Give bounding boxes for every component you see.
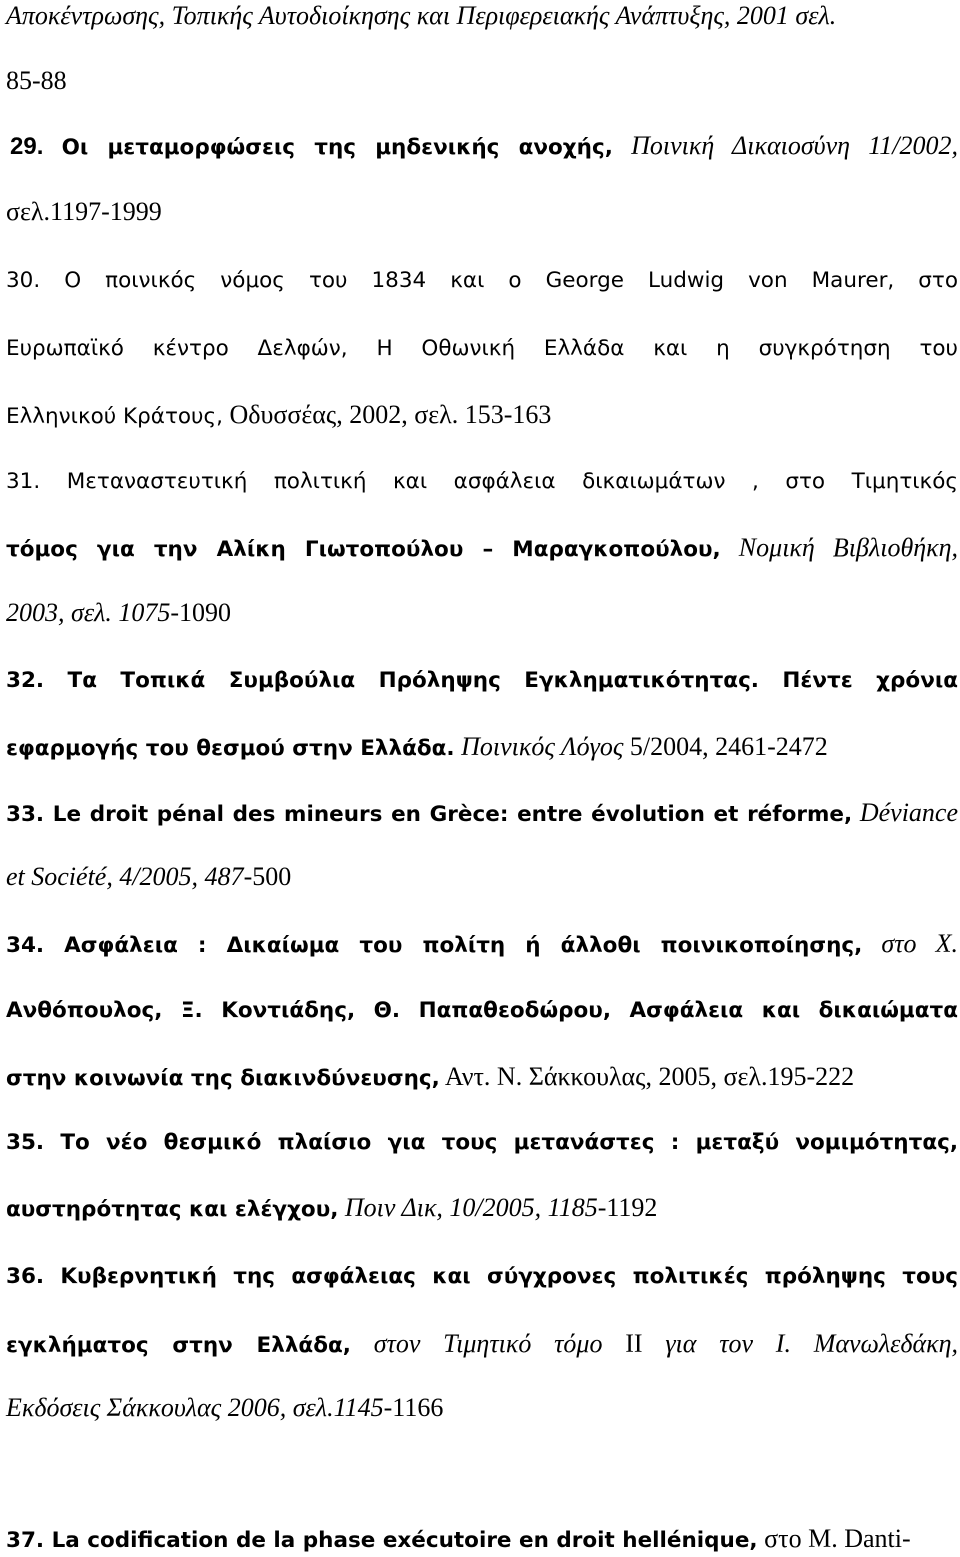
ref-30-line-2 bbox=[6, 334, 958, 364]
ref-29-line-2 bbox=[6, 197, 958, 227]
ref-32-line-2 bbox=[6, 732, 958, 764]
ref-28-continuation-line bbox=[6, 1, 958, 31]
ref-37-title: 37. La codification de la phase exécutoire en droit hellénique, bbox=[6, 1528, 758, 1553]
ref-28-source-text: Αποκέντρωσης, Τοπικής Αυτοδιοίκησης και Περιφερειακής Ανάπτυξης, 2001 σελ. bbox=[6, 1, 837, 30]
ref-35-journal: Ποιν Δικ, 10/2005, 1185 bbox=[338, 1193, 598, 1222]
ref-35-pages-end: -1192 bbox=[597, 1193, 658, 1222]
ref-36-source-b: για τον Ι. Μανωλεδάκη, bbox=[665, 1329, 959, 1358]
ref-36-line-3 bbox=[6, 1393, 958, 1423]
ref-33-line-1 bbox=[6, 798, 958, 830]
ref-34-publisher: Αντ. Ν. Σάκκουλας, 2005, σελ.195-222 bbox=[439, 1062, 855, 1091]
ref-34-editors: Ανθόπουλος, Ξ. Κοντιάδης, Θ. bbox=[6, 998, 401, 1023]
ref-30-source: Ευρωπαϊκό κέντρο Δελφών, Η Οθωνική Ελλάδα και η συγκρότηση του bbox=[6, 336, 958, 361]
ref-35-title-end: αυστηρότητας και ελέγχου, bbox=[6, 1197, 339, 1222]
ref-33-title: 33. Le droit pénal des mineurs en Grèce: entre évolution et réforme, bbox=[6, 802, 853, 827]
ref-30-line-3 bbox=[6, 400, 958, 432]
ref-30-publisher: Οδυσσέας, 2002, σελ. 153-163 bbox=[222, 400, 552, 429]
ref-31-source-title: τόμος για την Αλίκη Γιωτοπούλου – Μαραγκοπούλου, bbox=[6, 537, 721, 562]
ref-32-line-1 bbox=[6, 666, 958, 696]
ref-36-publisher: Εκδόσεις Σάκκουλας 2006, σελ.1145 bbox=[6, 1393, 384, 1422]
ref-36-volume: ΙΙ bbox=[625, 1329, 643, 1358]
ref-29-line-1 bbox=[6, 131, 958, 163]
ref-34-book-title: Παπαθεοδώρου, Ασφάλεια και δικαιώματα bbox=[418, 998, 958, 1023]
ref-29-number: 29. bbox=[10, 133, 44, 160]
ref-31-line-2 bbox=[6, 533, 958, 565]
ref-32-journal: Ποινικός Λόγος bbox=[454, 732, 624, 761]
ref-33-line-2 bbox=[6, 862, 958, 892]
ref-33-pages-end: -500 bbox=[243, 862, 292, 891]
ref-36-title: 36. Κυβερνητική της ασφάλειας και σύγχρονες πολιτικές πρόληψης τους bbox=[6, 1264, 958, 1289]
ref-30-line-1 bbox=[6, 266, 958, 296]
ref-36-line-2 bbox=[6, 1329, 958, 1361]
ref-34-source: στο Χ. bbox=[881, 929, 959, 958]
ref-29-source: Ποινική Δικαιοσύνη 11/2002, bbox=[631, 131, 959, 160]
ref-30-source-title: Ελληνικού Κράτους, bbox=[6, 404, 223, 429]
ref-31-publisher: Νομική Βιβλιοθήκη, bbox=[738, 533, 958, 562]
ref-32-title: 32. Τα Τοπικά Συμβούλια Πρόληψης Εγκληματικότητας. Πέντε χρόνια bbox=[6, 668, 958, 693]
ref-32-title-end: εφαρμογής του θεσμού στην Ελλάδα. bbox=[6, 736, 455, 761]
ref-31-line-1 bbox=[6, 467, 958, 497]
ref-31-year-pages: 2003, σελ. 1075 bbox=[6, 598, 171, 627]
ref-36-source-a: στον Τιμητικό τόμο bbox=[373, 1329, 603, 1358]
ref-35-line-1 bbox=[6, 1128, 958, 1158]
ref-34-book-title-end: στην κοινωνία της διακινδύνευσης, bbox=[6, 1066, 440, 1091]
ref-37-source: στο Μ. Danti- bbox=[757, 1524, 911, 1553]
ref-36-pages-end: -1166 bbox=[383, 1393, 444, 1422]
ref-31-line-3 bbox=[6, 598, 958, 628]
ref-34-title: 34. Ασφάλεια : Δικαίωμα του πολίτη ή άλλοθι ποινικοποίησης, bbox=[6, 933, 863, 958]
ref-28-pages: 85-88 bbox=[6, 66, 67, 95]
ref-33-journal-end: et Société, 4/2005, 487 bbox=[6, 862, 244, 891]
ref-28-pages-line bbox=[6, 66, 958, 96]
ref-30-title: 30. Ο ποινικός νόμος του 1834 και ο George Ludwig von Maurer, στο bbox=[6, 268, 958, 293]
ref-29-title: Οι μεταμορφώσεις της μηδενικής ανοχής, bbox=[61, 135, 613, 160]
ref-35-title: 35. Το νέο θεσμικό πλαίσιο για τους μετανάστες : μεταξύ νομιμότητας, bbox=[6, 1130, 958, 1155]
ref-34-line-2 bbox=[6, 996, 958, 1026]
ref-34-line-1 bbox=[6, 929, 958, 961]
ref-29-pages: σελ.1197-1999 bbox=[6, 197, 162, 226]
ref-36-line-1 bbox=[6, 1262, 958, 1292]
ref-31-title: 31. Μεταναστευτική πολιτική και ασφάλεια δικαιωμάτων , στο Τιμητικός bbox=[6, 469, 958, 494]
ref-36-title-end: εγκλήματος στην Ελλάδα, bbox=[6, 1333, 351, 1358]
ref-35-line-2 bbox=[6, 1193, 958, 1225]
ref-37-line-1 bbox=[6, 1524, 958, 1556]
ref-34-line-3 bbox=[6, 1062, 958, 1094]
ref-32-pages: 5/2004, 2461-2472 bbox=[623, 732, 828, 761]
ref-31-pages-end: -1090 bbox=[170, 598, 231, 627]
ref-33-journal: Déviance bbox=[859, 798, 959, 827]
